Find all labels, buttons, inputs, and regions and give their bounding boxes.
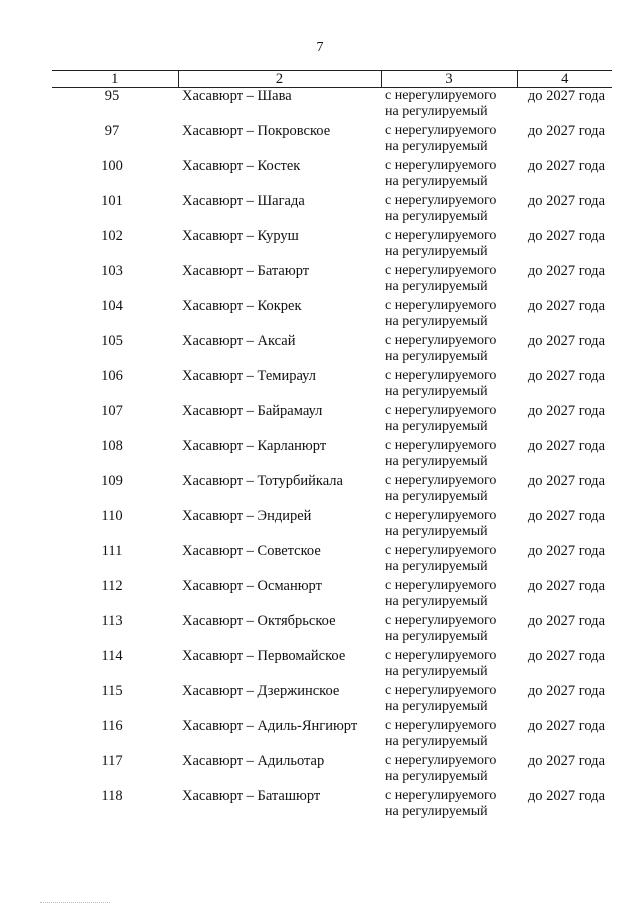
route-kind-to: на регулируемый bbox=[385, 384, 488, 399]
route-term: до 2027 года bbox=[527, 403, 605, 419]
route-number: 111 bbox=[101, 543, 123, 559]
route-kind-from: с нерегулируемого bbox=[385, 613, 497, 628]
table-row bbox=[52, 578, 612, 613]
route-name: Хасавюрт – Покровское bbox=[182, 123, 331, 139]
route-name: Хасавюрт – Шава bbox=[182, 88, 292, 104]
table-row bbox=[52, 193, 612, 228]
route-term: до 2027 года bbox=[527, 543, 605, 559]
route-number: 116 bbox=[101, 718, 123, 734]
route-kind-to: на регулируемый bbox=[385, 349, 488, 364]
route-kind-to: на регулируемый bbox=[385, 769, 488, 784]
table-row bbox=[52, 228, 612, 263]
route-kind-from: с нерегулируемого bbox=[385, 578, 497, 593]
route-name: Хасавюрт – Куруш bbox=[182, 228, 299, 244]
route-term: до 2027 года bbox=[527, 508, 605, 524]
route-kind-to: на регулируемый bbox=[385, 804, 488, 819]
route-kind-to: на регулируемый bbox=[385, 454, 488, 469]
route-kind bbox=[381, 543, 517, 578]
table-row bbox=[52, 298, 612, 333]
route-kind-from: с нерегулируемого bbox=[385, 333, 497, 348]
footer-mark bbox=[40, 902, 110, 907]
route-number: 97 bbox=[104, 123, 120, 139]
route-name: Хасавюрт – Октябрьское bbox=[182, 613, 336, 629]
route-kind-to: на регулируемый bbox=[385, 629, 488, 644]
header-col-4: 4 bbox=[517, 71, 612, 88]
table-row bbox=[52, 263, 612, 298]
route-kind-from: с нерегулируемого bbox=[385, 403, 497, 418]
route-number: 102 bbox=[101, 228, 123, 244]
route-kind-to: на регулируемый bbox=[385, 209, 488, 224]
table-row bbox=[52, 788, 612, 823]
header-row bbox=[52, 71, 612, 88]
table-row bbox=[52, 123, 612, 158]
route-name: Хасавюрт – Тотурбийкала bbox=[182, 473, 343, 489]
route-kind bbox=[381, 438, 517, 473]
route-kind-from: с нерегулируемого bbox=[385, 123, 497, 138]
route-kind-from: с нерегулируемого bbox=[385, 193, 497, 208]
route-kind-to: на регулируемый bbox=[385, 104, 488, 119]
route-term: до 2027 года bbox=[527, 228, 605, 244]
route-number: 113 bbox=[101, 613, 123, 629]
route-name: Хасавюрт – Карланюрт bbox=[182, 438, 327, 454]
route-name: Хасавюрт – Адиль-Янгиюрт bbox=[182, 718, 358, 734]
route-name: Хасавюрт – Аксай bbox=[182, 333, 296, 349]
route-name: Хасавюрт – Османюрт bbox=[182, 578, 322, 594]
route-kind-to: на регулируемый bbox=[385, 139, 488, 154]
table-row bbox=[52, 158, 612, 193]
table-row bbox=[52, 543, 612, 578]
route-number: 115 bbox=[101, 683, 123, 699]
route-kind-to: на регулируемый bbox=[385, 594, 488, 609]
header-col-1: 1 bbox=[52, 71, 178, 88]
route-kind bbox=[381, 683, 517, 718]
route-kind-from: с нерегулируемого bbox=[385, 648, 497, 663]
route-term: до 2027 года bbox=[527, 88, 605, 104]
route-number: 109 bbox=[101, 473, 123, 489]
route-term: до 2027 года bbox=[527, 368, 605, 384]
route-kind-from: с нерегулируемого bbox=[385, 753, 497, 768]
route-number: 104 bbox=[101, 298, 123, 314]
table-row bbox=[52, 683, 612, 718]
route-number: 105 bbox=[101, 333, 123, 349]
route-kind bbox=[381, 753, 517, 788]
route-kind-to: на регулируемый bbox=[385, 174, 488, 189]
table-row bbox=[52, 88, 612, 124]
route-term: до 2027 года bbox=[527, 788, 605, 804]
table-row bbox=[52, 508, 612, 543]
table-header bbox=[52, 71, 612, 88]
route-name: Хасавюрт – Советское bbox=[182, 543, 321, 559]
route-term: до 2027 года bbox=[527, 648, 605, 664]
route-kind-from: с нерегулируемого bbox=[385, 228, 497, 243]
route-kind-to: на регулируемый bbox=[385, 419, 488, 434]
route-kind bbox=[381, 298, 517, 333]
route-kind-from: с нерегулируемого bbox=[385, 473, 497, 488]
route-kind-from: с нерегулируемого bbox=[385, 718, 497, 733]
route-number: 95 bbox=[104, 88, 120, 104]
route-kind bbox=[381, 403, 517, 438]
table-row bbox=[52, 718, 612, 753]
route-kind bbox=[381, 158, 517, 193]
route-number: 114 bbox=[101, 648, 123, 664]
route-kind bbox=[381, 473, 517, 508]
route-kind-from: с нерегулируемого bbox=[385, 438, 497, 453]
route-name: Хасавюрт – Кокрек bbox=[182, 298, 302, 314]
route-kind-from: с нерегулируемого bbox=[385, 508, 497, 523]
route-name: Хасавюрт – Темираул bbox=[182, 368, 317, 384]
route-kind-to: на регулируемый bbox=[385, 524, 488, 539]
route-kind bbox=[381, 368, 517, 403]
route-kind-from: с нерегулируемого bbox=[385, 368, 497, 383]
route-term: до 2027 года bbox=[527, 438, 605, 454]
route-kind-to: на регулируемый bbox=[385, 734, 488, 749]
route-name: Хасавюрт – Батаюрт bbox=[182, 263, 310, 279]
route-number: 107 bbox=[101, 403, 123, 419]
route-kind-to: на регулируемый bbox=[385, 244, 488, 259]
route-kind bbox=[381, 333, 517, 368]
route-number: 101 bbox=[101, 193, 123, 209]
route-kind bbox=[381, 718, 517, 753]
table-row bbox=[52, 403, 612, 438]
header-col-3: 3 bbox=[381, 71, 517, 88]
route-kind bbox=[381, 193, 517, 228]
route-term: до 2027 года bbox=[527, 718, 605, 734]
route-term: до 2027 года bbox=[527, 333, 605, 349]
route-term: до 2027 года bbox=[527, 473, 605, 489]
route-number: 103 bbox=[101, 263, 123, 279]
route-term: до 2027 года bbox=[527, 753, 605, 769]
route-term: до 2027 года bbox=[527, 158, 605, 174]
route-kind-to: на регулируемый bbox=[385, 699, 488, 714]
route-term: до 2027 года bbox=[527, 613, 605, 629]
route-kind-from: с нерегулируемого bbox=[385, 543, 497, 558]
route-kind bbox=[381, 228, 517, 263]
route-term: до 2027 года bbox=[527, 578, 605, 594]
route-term: до 2027 года bbox=[527, 683, 605, 699]
route-kind bbox=[381, 648, 517, 683]
table-row bbox=[52, 648, 612, 683]
table-row bbox=[52, 613, 612, 648]
route-kind-to: на регулируемый bbox=[385, 314, 488, 329]
route-kind-to: на регулируемый bbox=[385, 279, 488, 294]
route-term: до 2027 года bbox=[527, 123, 605, 139]
route-number: 118 bbox=[101, 788, 123, 804]
route-kind bbox=[381, 88, 517, 124]
route-kind-to: на регулируемый bbox=[385, 559, 488, 574]
route-name: Хасавюрт – Костек bbox=[182, 158, 301, 174]
route-kind-from: с нерегулируемого bbox=[385, 683, 497, 698]
route-number: 108 bbox=[101, 438, 123, 454]
table-row bbox=[52, 473, 612, 508]
route-name: Хасавюрт – Первомайское bbox=[182, 648, 346, 664]
route-number: 110 bbox=[101, 508, 123, 524]
route-kind-from: с нерегулируемого bbox=[385, 788, 497, 803]
routes-table bbox=[52, 70, 612, 823]
route-name: Хасавюрт – Дзержинское bbox=[182, 683, 340, 699]
route-kind-from: с нерегулируемого bbox=[385, 263, 497, 278]
header-col-2: 2 bbox=[178, 71, 381, 88]
route-kind-from: с нерегулируемого bbox=[385, 88, 497, 103]
table-row bbox=[52, 438, 612, 473]
route-name: Хасавюрт – Баташюрт bbox=[182, 788, 321, 804]
route-number: 112 bbox=[101, 578, 123, 594]
route-kind bbox=[381, 613, 517, 648]
route-kind bbox=[381, 263, 517, 298]
route-name: Хасавюрт – Адильотар bbox=[182, 753, 325, 769]
route-term: до 2027 года bbox=[527, 298, 605, 314]
route-kind bbox=[381, 123, 517, 158]
page-number: 7 bbox=[316, 40, 324, 55]
route-kind bbox=[381, 788, 517, 823]
route-name: Хасавюрт – Шагада bbox=[182, 193, 305, 209]
route-number: 106 bbox=[101, 368, 123, 384]
table-body bbox=[52, 88, 612, 824]
route-name: Хасавюрт – Эндирей bbox=[182, 508, 312, 524]
route-number: 117 bbox=[101, 753, 123, 769]
route-kind bbox=[381, 508, 517, 543]
route-kind bbox=[381, 578, 517, 613]
table-row bbox=[52, 333, 612, 368]
table-row bbox=[52, 753, 612, 788]
table-row bbox=[52, 368, 612, 403]
route-kind-from: с нерегулируемого bbox=[385, 298, 497, 313]
route-name: Хасавюрт – Байрамаул bbox=[182, 403, 323, 419]
route-term: до 2027 года bbox=[527, 263, 605, 279]
route-kind-to: на регулируемый bbox=[385, 664, 488, 679]
route-term: до 2027 года bbox=[527, 193, 605, 209]
route-kind-to: на регулируемый bbox=[385, 489, 488, 504]
route-kind-from: с нерегулируемого bbox=[385, 158, 497, 173]
route-number: 100 bbox=[101, 158, 123, 174]
